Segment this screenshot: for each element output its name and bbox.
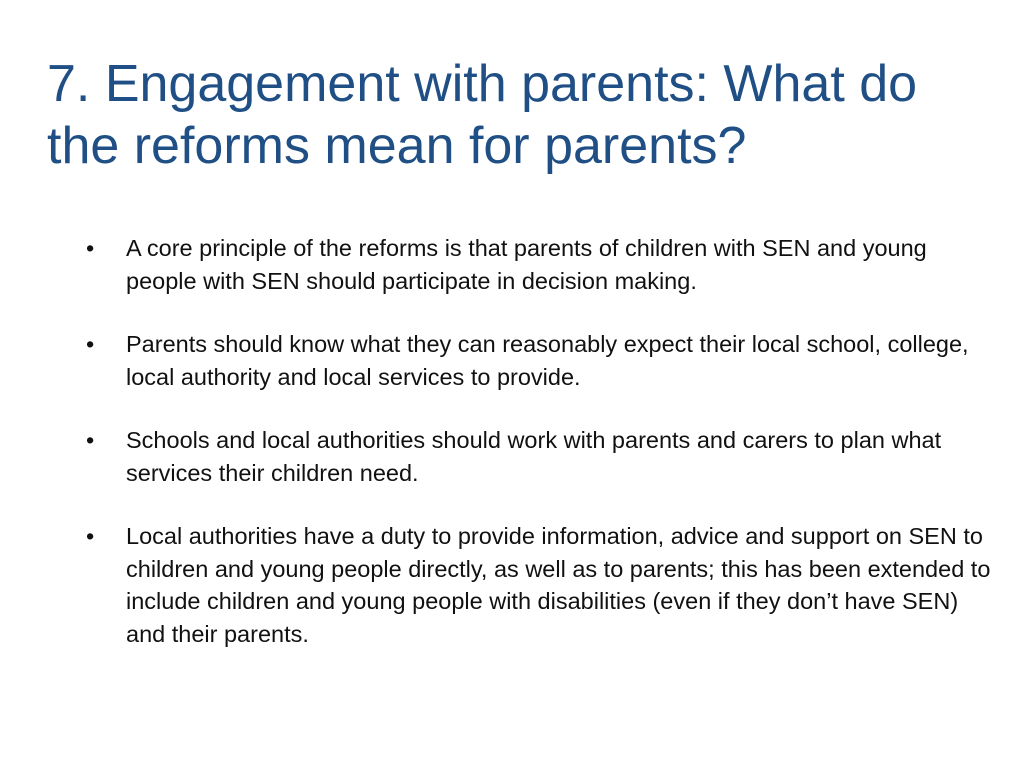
bullet-list: [0, 232, 1024, 681]
bullet-marker: •: [86, 427, 95, 453]
bullet-marker: •: [86, 331, 95, 357]
slide-title: 7. Engagement with parents: What do the reforms mean for parents?: [47, 55, 918, 175]
bullet-item-3: [0, 424, 1024, 489]
bullet-item-2: [0, 328, 1024, 393]
bullet-item-1: [0, 232, 1024, 297]
bullet-marker: •: [86, 235, 95, 261]
bullet-text: A core principle of the reforms is that parents of children with SEN and young people with SEN should participate in decision making.: [126, 235, 927, 294]
bullet-text: Local authorities have a duty to provide information, advice and support on SEN to children and young people directly, as well as to parents; this has been extended to include children and young people with disabilities (even if they don’t have SEN) and their parents.: [126, 523, 991, 647]
bullet-text: Schools and local authorities should work with parents and carers to plan what services their children need.: [126, 427, 942, 486]
bullet-text: Parents should know what they can reasonably expect their local school, college, local authority and local services to provide.: [126, 331, 969, 390]
bullet-marker: •: [86, 523, 95, 549]
bullet-item-4: [0, 520, 1024, 650]
